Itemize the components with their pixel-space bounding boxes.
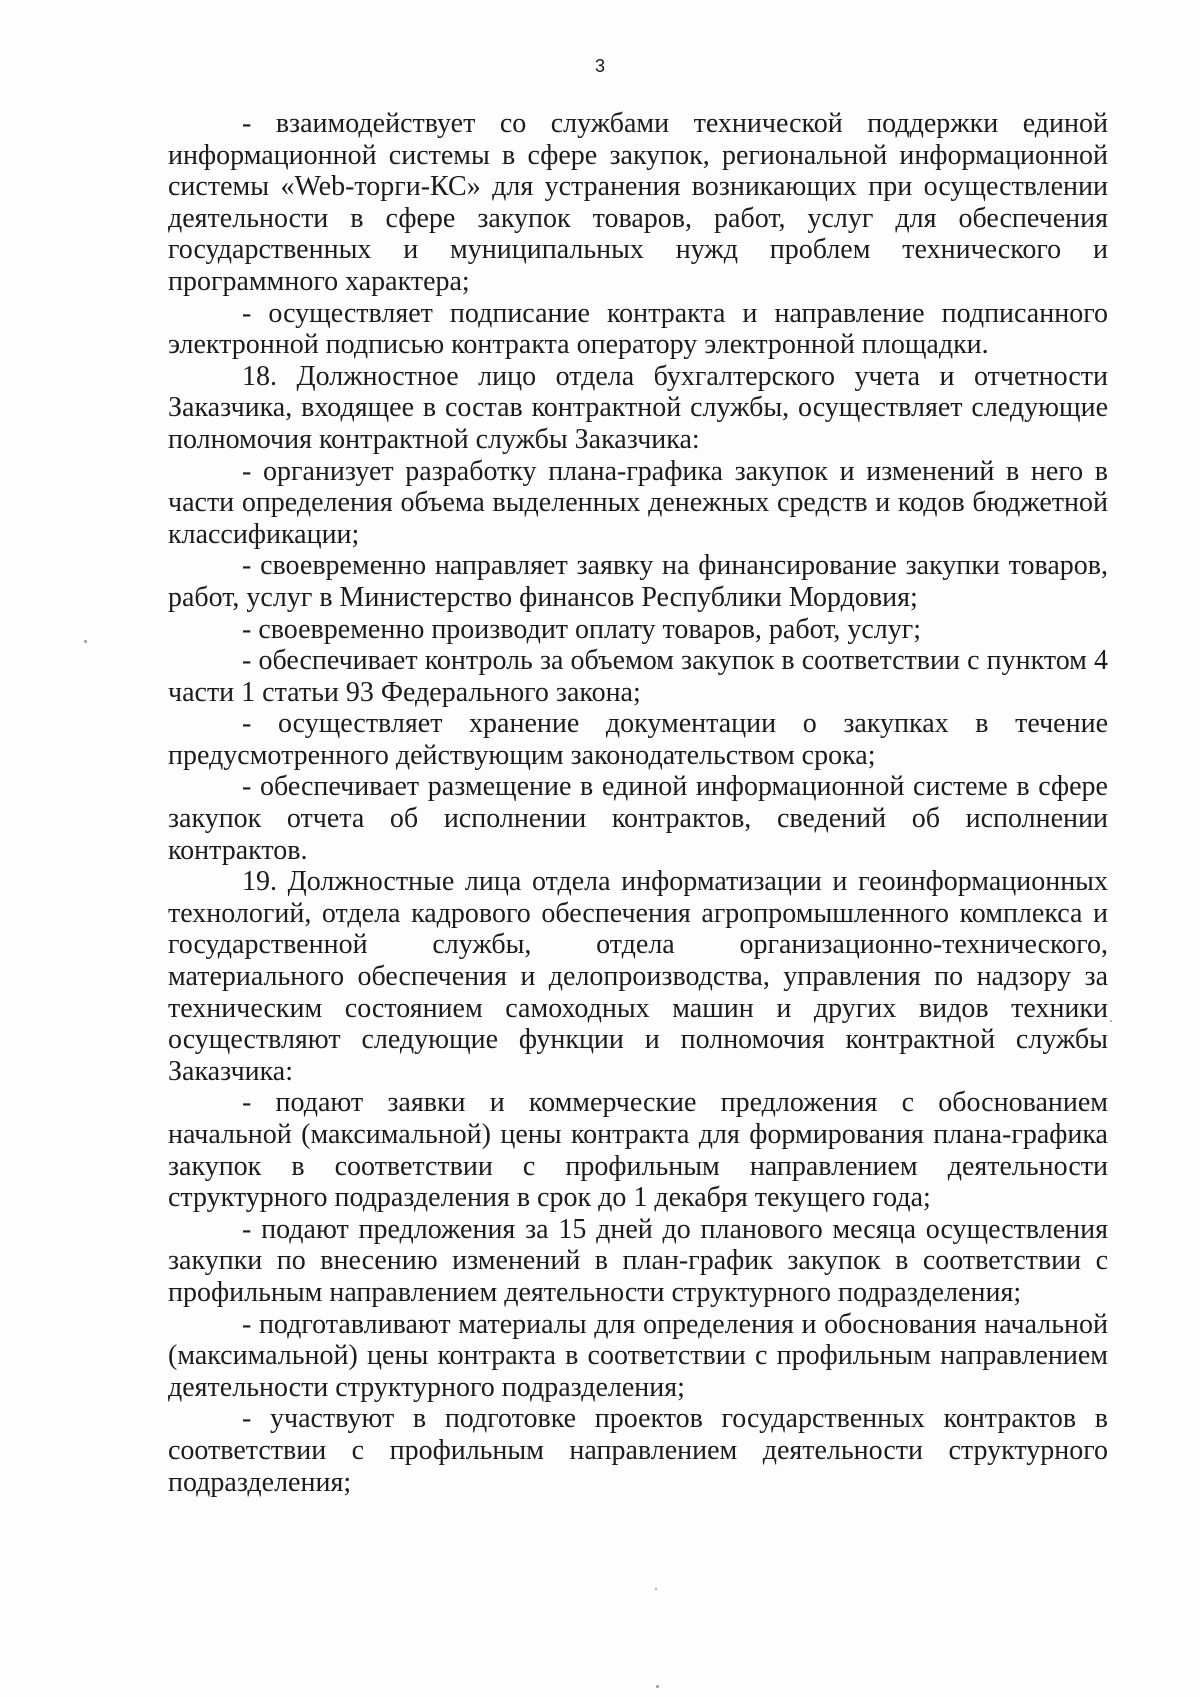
paragraph-plan-schedule: - организует разработку плана-графика закупок и изменений в него в части определения объема выделенных денежных средств и кодов бюджетной классификации; — [168, 455, 1108, 550]
document-body — [168, 108, 1108, 1498]
paragraph-change-proposals: - подают предложения за 15 дней до планового месяца осуществления закупки по внесению изменений в план-график закупок в соответствии с профильным направлением деятельности структурного подразделения; — [168, 1213, 1108, 1308]
scan-speck — [656, 1685, 659, 1688]
paragraph-document-storage: - осуществляет хранение документации о закупках в течение предусмотренного действующим законодательством срока; — [168, 708, 1108, 771]
paragraph-price-justification: - подготавливают материалы для определения и обоснования начальной (максимальной) цены контракта в соответствии с профильным направлением деятельности структурного подразделения; — [168, 1308, 1108, 1403]
paragraph-tech-support: - взаимодействует со службами технической поддержки единой информационной системы в сфере закупок, региональной информационной системы «Web-торги-КС» для устранения возникающих при осуществлении деятельности в сфере закупок товаров, работ, услуг для обеспечения государственных и муниципальных нужд проблем технического и программного характера; — [168, 108, 1108, 297]
paragraph-financing-request: - своевременно направляет заявку на финансирование закупки товаров, работ, услуг в Министерство финансов Республики Мордовия; — [168, 550, 1108, 613]
paragraph-payment: - своевременно производит оплату товаров, работ, услуг; — [242, 613, 922, 645]
clause-19: 19. Должностные лица отдела информатизации и геоинформационных технологий, отдела кадрового обеспечения агропромышленного комплекса и государственной службы, отдела организационно-технического, материального обеспечения и делопроизводства, управления по надзору за техническим состоянием самоходных машин и других видов техники осуществляют следующие функции и полномочия контрактной службы Заказчика: — [168, 866, 1108, 1087]
paragraph-applications: - подают заявки и коммерческие предложения с обоснованием начальной (максимальной) цены контракта для формирования плана-графика закупок в соответствии с профильным направлением деятельности структурного подразделения в срок до 1 декабря текущего года; — [168, 1087, 1108, 1214]
clause-18: 18. Должностное лицо отдела бухгалтерского учета и отчетности Заказчика, входящее в состав контрактной службы, осуществляет следующие полномочия контрактной службы Заказчика: — [168, 360, 1108, 455]
scan-speck — [655, 1588, 657, 1590]
scan-speck — [84, 640, 87, 643]
paragraph-execution-report: - обеспечивает размещение в единой информационной системе в сфере закупок отчета об исполнении контрактов, сведений об исполнении контрактов. — [168, 771, 1108, 866]
paragraph-contract-signing: - осуществляет подписание контракта и направление подписанного электронной подписью контракта оператору электронной площадки. — [168, 297, 1108, 361]
paragraph-volume-control: - обеспечивает контроль за объемом закупок в соответствии с пунктом 4 части 1 статьи 93 Федерального закона; — [168, 645, 1108, 708]
paragraph-contract-drafts: - участвуют в подготовке проектов государственных контрактов в соответствии с профильным направлением деятельности структурного подразделения; — [168, 1403, 1108, 1498]
scan-speck — [1110, 1020, 1112, 1022]
page-number: 3 — [594, 56, 605, 76]
